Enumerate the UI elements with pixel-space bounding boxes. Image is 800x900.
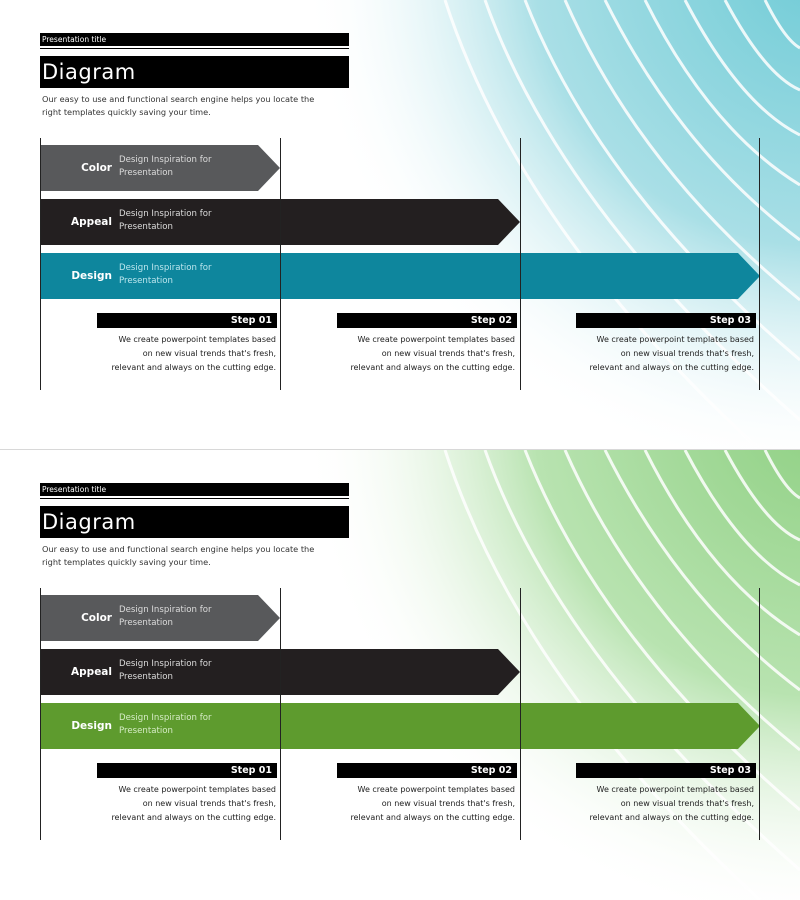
- step-text-line: We create powerpoint templates based: [118, 785, 276, 794]
- subtitle-line: right templates quickly saving your time.: [42, 557, 211, 567]
- color-arrow: [40, 145, 280, 191]
- step-03-text: [574, 783, 754, 825]
- timeline-line: [759, 138, 760, 390]
- step-text-line: relevant and always on the cutting edge.: [111, 813, 276, 822]
- description-line: Presentation: [119, 672, 173, 682]
- row-label-color: Color: [81, 162, 112, 174]
- description-line: Design Inspiration for: [119, 605, 212, 615]
- row-label-design: Design: [71, 720, 112, 732]
- step-03-header: Step 03: [576, 313, 756, 328]
- presentation-title: Presentation title: [40, 483, 349, 496]
- description-line: Design Inspiration for: [119, 713, 212, 723]
- subtitle: [42, 93, 342, 119]
- step-02-text: [335, 783, 515, 825]
- slide-green: [0, 450, 800, 900]
- row-label-color: Color: [81, 612, 112, 624]
- step-text-line: on new visual trends that's fresh,: [142, 799, 276, 808]
- subtitle-line: right templates quickly saving your time.: [42, 107, 211, 117]
- title-divider: [40, 48, 349, 49]
- step-02-header: Step 02: [337, 763, 517, 778]
- row-description: [119, 658, 229, 684]
- row-description: [119, 154, 229, 180]
- subtitle: [42, 543, 342, 569]
- subtitle-line: Our easy to use and functional search engine helps you locate the: [42, 544, 315, 554]
- step-02-text: [335, 333, 515, 375]
- design-arrow: [40, 703, 760, 749]
- step-01-header: Step 01: [97, 313, 277, 328]
- description-line: Design Inspiration for: [119, 659, 212, 669]
- description-line: Design Inspiration for: [119, 155, 212, 165]
- row-description: [119, 208, 229, 234]
- description-line: Design Inspiration for: [119, 263, 212, 273]
- step-text-line: We create powerpoint templates based: [118, 335, 276, 344]
- description-line: Presentation: [119, 618, 173, 628]
- step-text-line: We create powerpoint templates based: [596, 785, 754, 794]
- timeline-line: [520, 138, 521, 390]
- color-arrow: [40, 595, 280, 641]
- diagram-heading: Diagram: [40, 506, 349, 538]
- step-01-header: Step 01: [97, 763, 277, 778]
- step-03-header: Step 03: [576, 763, 756, 778]
- description-line: Presentation: [119, 168, 173, 178]
- step-text-line: relevant and always on the cutting edge.: [350, 813, 515, 822]
- row-description: [119, 262, 229, 288]
- step-02-header: Step 02: [337, 313, 517, 328]
- step-text-line: We create powerpoint templates based: [596, 335, 754, 344]
- step-text-line: relevant and always on the cutting edge.: [350, 363, 515, 372]
- step-text-line: relevant and always on the cutting edge.: [589, 813, 754, 822]
- step-text-line: on new visual trends that's fresh,: [620, 799, 754, 808]
- step-text-line: on new visual trends that's fresh,: [142, 349, 276, 358]
- subtitle-line: Our easy to use and functional search engine helps you locate the: [42, 94, 315, 104]
- step-01-text: [96, 333, 276, 375]
- timeline-line: [520, 588, 521, 840]
- step-text-line: We create powerpoint templates based: [357, 785, 515, 794]
- row-label-appeal: Appeal: [71, 216, 112, 228]
- step-01-text: [96, 783, 276, 825]
- row-description: [119, 604, 229, 630]
- title-divider: [40, 498, 349, 499]
- timeline-line: [280, 138, 281, 390]
- presentation-title: Presentation title: [40, 33, 349, 46]
- step-text-line: on new visual trends that's fresh,: [381, 799, 515, 808]
- description-line: Presentation: [119, 276, 173, 286]
- row-label-design: Design: [71, 270, 112, 282]
- timeline-line: [759, 588, 760, 840]
- step-text-line: We create powerpoint templates based: [357, 335, 515, 344]
- step-text-line: on new visual trends that's fresh,: [620, 349, 754, 358]
- design-arrow: [40, 253, 760, 299]
- step-text-line: relevant and always on the cutting edge.: [589, 363, 754, 372]
- step-03-text: [574, 333, 754, 375]
- description-line: Design Inspiration for: [119, 209, 212, 219]
- step-text-line: on new visual trends that's fresh,: [381, 349, 515, 358]
- timeline-line: [280, 588, 281, 840]
- row-label-appeal: Appeal: [71, 666, 112, 678]
- description-line: Presentation: [119, 726, 173, 736]
- timeline-line: [40, 588, 41, 840]
- timeline-line: [40, 138, 41, 390]
- diagram-heading: Diagram: [40, 56, 349, 88]
- row-description: [119, 712, 229, 738]
- step-text-line: relevant and always on the cutting edge.: [111, 363, 276, 372]
- description-line: Presentation: [119, 222, 173, 232]
